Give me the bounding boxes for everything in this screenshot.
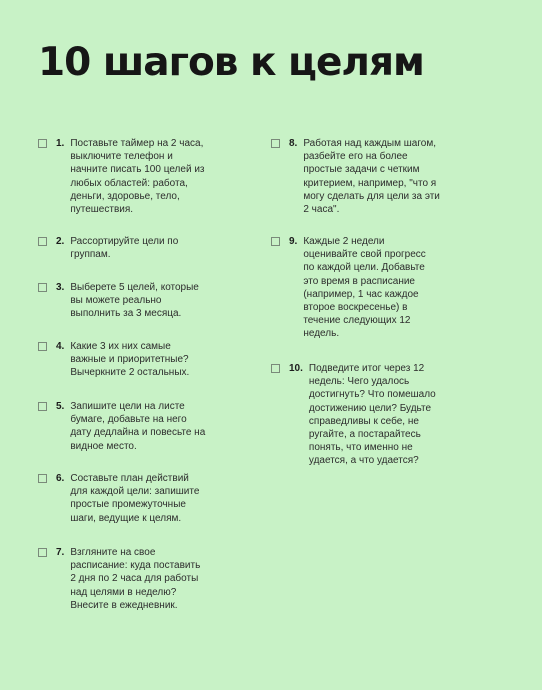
- step-3-number: 3.: [56, 282, 65, 293]
- step-4-checkbox[interactable]: [38, 342, 47, 351]
- step-10-number: 10.: [289, 363, 303, 374]
- step-item-3: [38, 281, 199, 321]
- step-item-8: [271, 137, 440, 216]
- step-6-checkbox[interactable]: [38, 474, 47, 483]
- step-item-1: [38, 137, 204, 216]
- step-4-text: Какие 3 их них самые важные и приоритетные? Вычеркните 2 остальных.: [70, 341, 190, 379]
- step-2-number: 2.: [56, 236, 65, 247]
- step-item-5: [38, 400, 205, 453]
- step-item-10: [271, 362, 436, 468]
- step-1-text: Поставьте таймер на 2 часа, выключите телефон и начните писать 100 целей из любых областей: работа, деньги, здоровье, тело, путешествия.: [70, 138, 205, 216]
- step-9-text: Каждые 2 недели оценивайте свой прогресс по каждой цели. Добавьте это время в расписание (например, 1 час каждое второе воскресенье) в течение следующих 12 недель.: [303, 236, 426, 340]
- step-item-9: [271, 235, 426, 341]
- step-6-number: 6.: [56, 473, 65, 484]
- step-2-text: Рассортируйте цели по группам.: [70, 236, 179, 261]
- step-7-number: 7.: [56, 547, 65, 558]
- step-7-text: Взгляните на свое расписание: куда поставить 2 дня по 2 часа для работы над целями в неделю? Внесите в ежедневник.: [70, 547, 201, 611]
- step-3-checkbox[interactable]: [38, 283, 47, 292]
- step-item-6: [38, 472, 199, 525]
- step-1-checkbox[interactable]: [38, 139, 47, 148]
- step-10-checkbox[interactable]: [271, 364, 280, 373]
- step-8-checkbox[interactable]: [271, 139, 280, 148]
- page-title: 10 шагов к целям: [38, 40, 424, 85]
- step-5-checkbox[interactable]: [38, 402, 47, 411]
- step-5-number: 5.: [56, 401, 65, 412]
- step-item-2: [38, 235, 178, 261]
- step-8-number: 8.: [289, 138, 298, 149]
- step-item-4: [38, 340, 189, 380]
- step-item-7: [38, 546, 200, 612]
- step-9-checkbox[interactable]: [271, 237, 280, 246]
- step-10-text: Подведите итог через 12 недель: Чего удалось достигнуть? Что помешало достижению цели? Будьте справедливы к себе, не ругайте, а постарайтесь понять, что именно не удается, а что удается?: [308, 363, 436, 467]
- step-3-text: Выберете 5 целей, которые вы можете реально выполнить за 3 месяца.: [70, 282, 199, 320]
- step-9-number: 9.: [289, 236, 298, 247]
- step-1-number: 1.: [56, 138, 65, 149]
- step-5-text: Запишите цели на листе бумаге, добавьте на него дату дедлайна и повесьте на видное место.: [70, 401, 206, 452]
- step-6-text: Составьте план действий для каждой цели: запишите простые промежуточные шаги, ведущие к целям.: [70, 473, 200, 524]
- step-4-number: 4.: [56, 341, 65, 352]
- step-7-checkbox[interactable]: [38, 548, 47, 557]
- step-2-checkbox[interactable]: [38, 237, 47, 246]
- step-8-text: Работая над каждым шагом, разбейте его на более простые задачи с четким критерием, например, "что я могу сделать для цели за эти 2 часа".: [303, 138, 440, 216]
